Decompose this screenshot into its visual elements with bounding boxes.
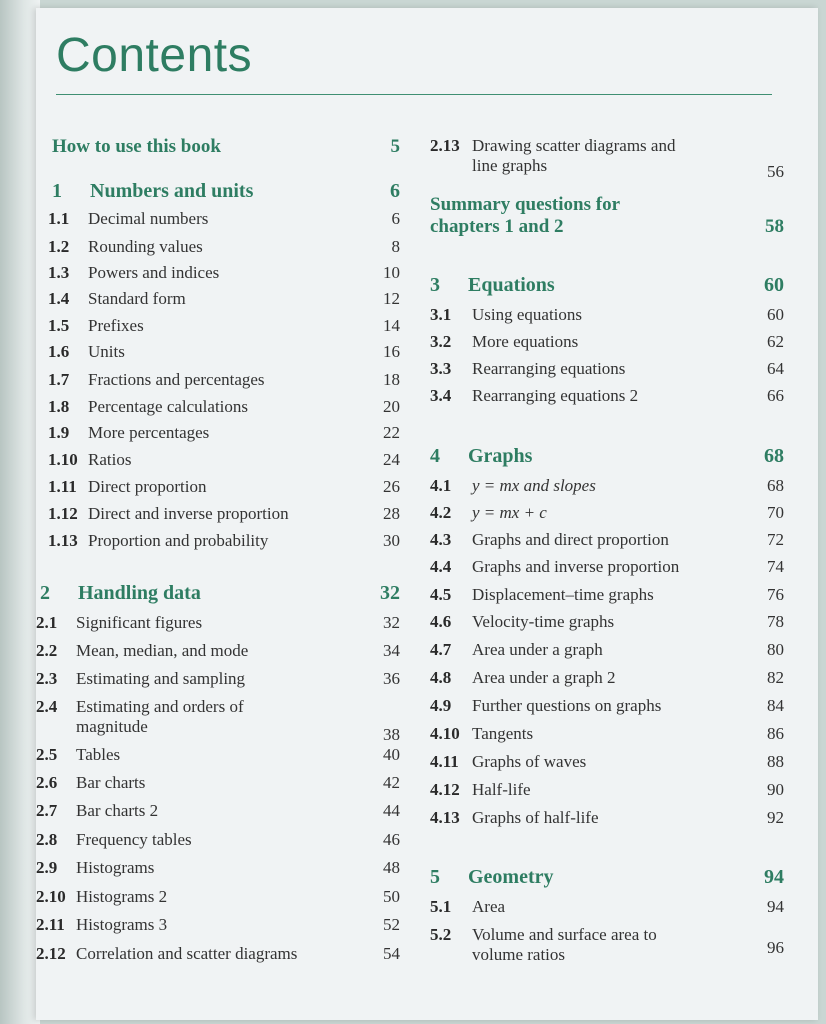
section-label: Volume and surface area to xyxy=(472,925,657,944)
section-4-8[interactable] xyxy=(430,668,784,696)
section-1-9[interactable] xyxy=(48,423,400,450)
contents-right-column xyxy=(424,136,784,971)
chapter-label: Handling data xyxy=(78,582,201,604)
section-page: 72 xyxy=(767,530,784,549)
section-label: Using equations xyxy=(472,305,583,324)
chapter-2-heading[interactable] xyxy=(36,582,400,605)
section-label: Estimating and sampling xyxy=(76,669,246,688)
section-4-12[interactable] xyxy=(430,780,784,808)
section-page: 40 xyxy=(383,745,400,764)
chapter-1-sections xyxy=(36,209,400,558)
section-3-1[interactable] xyxy=(430,305,784,332)
section-2-4[interactable] xyxy=(36,697,400,745)
section-label-line2: line graphs xyxy=(472,156,548,175)
section-label: Percentage calculations xyxy=(88,397,249,416)
section-label: Tables xyxy=(76,745,121,764)
how-to-entry[interactable] xyxy=(36,136,400,158)
section-2-13[interactable] xyxy=(424,136,784,182)
section-label: Graphs and direct proportion xyxy=(472,530,669,549)
section-page: 74 xyxy=(767,557,784,576)
section-number: 1.1 xyxy=(48,209,70,228)
summary-label-line2: chapters 1 and 2 xyxy=(430,216,564,237)
section-page: 62 xyxy=(767,332,784,351)
section-number: 4.7 xyxy=(430,640,452,659)
section-label: Further questions on graphs xyxy=(472,696,662,715)
section-4-2[interactable] xyxy=(430,503,784,530)
section-number: 3.4 xyxy=(430,386,452,405)
section-label: Powers and indices xyxy=(88,263,220,282)
chapter-label: Numbers and units xyxy=(90,180,254,202)
section-label: Significant figures xyxy=(76,613,203,632)
section-number: 2.12 xyxy=(36,944,66,963)
chapter-5-heading[interactable] xyxy=(424,866,784,889)
section-label: Correlation and scatter diagrams xyxy=(76,944,298,963)
section-label: y = mx + c xyxy=(472,503,547,522)
section-label: Half-life xyxy=(472,780,531,799)
section-page: 44 xyxy=(383,801,400,820)
section-number: 1.7 xyxy=(48,370,70,389)
section-page: 42 xyxy=(383,773,400,792)
section-2-9[interactable] xyxy=(36,858,400,887)
section-label: Direct proportion xyxy=(88,477,207,496)
section-label: Drawing scatter diagrams and xyxy=(472,136,676,155)
section-label: Rearranging equations xyxy=(472,359,626,378)
section-4-11[interactable] xyxy=(430,752,784,780)
section-label: Bar charts xyxy=(76,773,146,792)
section-2-1[interactable] xyxy=(36,613,400,641)
section-label: Fractions and percentages xyxy=(88,370,265,389)
section-page: 22 xyxy=(383,423,400,442)
section-number: 4.1 xyxy=(430,476,452,495)
section-label: Mean, median, and mode xyxy=(76,641,249,660)
section-page: 8 xyxy=(391,237,400,256)
section-page: 76 xyxy=(767,585,784,604)
section-number: 2.5 xyxy=(36,745,58,764)
section-page: 66 xyxy=(767,386,784,405)
contents-left-column xyxy=(36,136,400,972)
how-to-page: 5 xyxy=(390,136,400,157)
section-page: 68 xyxy=(767,476,784,495)
section-page: 26 xyxy=(383,477,400,496)
section-2-7[interactable] xyxy=(36,801,400,830)
section-label: Decimal numbers xyxy=(88,209,209,228)
section-page: 10 xyxy=(383,263,400,282)
section-1-4[interactable] xyxy=(48,289,400,316)
section-4-13[interactable] xyxy=(430,808,784,836)
section-1-11[interactable] xyxy=(48,477,400,504)
section-4-3[interactable] xyxy=(430,530,784,557)
section-label: Estimating and orders of xyxy=(76,697,244,716)
section-number: 5.2 xyxy=(430,925,452,944)
section-4-5[interactable] xyxy=(430,585,784,612)
section-4-6[interactable] xyxy=(430,612,784,640)
chapter-label: Equations xyxy=(468,274,555,296)
section-number: 2.4 xyxy=(36,697,58,716)
section-number: 4.5 xyxy=(430,585,452,604)
section-3-4[interactable] xyxy=(430,386,784,413)
section-number: 1.4 xyxy=(48,289,70,308)
section-1-3[interactable] xyxy=(48,263,400,289)
section-page: 38 xyxy=(383,725,400,744)
how-to-label: How to use this book xyxy=(52,136,221,157)
section-page: 56 xyxy=(767,162,784,181)
section-page: 50 xyxy=(383,887,400,906)
section-page: 70 xyxy=(767,503,784,522)
section-number: 4.2 xyxy=(430,503,452,522)
section-label: Rearranging equations 2 xyxy=(472,386,639,405)
section-4-4[interactable] xyxy=(430,557,784,585)
section-number: 2.10 xyxy=(36,887,66,906)
section-label: Graphs of half-life xyxy=(472,808,599,827)
section-label: Histograms 2 xyxy=(76,887,168,906)
section-number: 4.9 xyxy=(430,696,452,715)
section-page: 12 xyxy=(383,289,400,308)
chapter-number: 2 xyxy=(40,582,50,604)
section-1-8[interactable] xyxy=(48,397,400,423)
section-page: 92 xyxy=(767,808,784,827)
section-4-1[interactable] xyxy=(430,476,784,503)
page-title: Contents xyxy=(56,29,253,82)
section-1-1[interactable] xyxy=(48,209,400,237)
section-page: 20 xyxy=(383,397,400,416)
section-page: 94 xyxy=(767,897,784,916)
section-label: Ratios xyxy=(88,450,132,469)
section-page: 86 xyxy=(767,724,784,743)
section-2-5[interactable] xyxy=(36,745,400,773)
section-2-8[interactable] xyxy=(36,830,400,858)
section-label: More percentages xyxy=(88,423,210,442)
section-page: 24 xyxy=(383,450,400,469)
book-gutter xyxy=(0,0,40,1024)
section-number: 2.6 xyxy=(36,773,58,792)
chapter-page: 6 xyxy=(390,180,400,202)
section-number: 1.3 xyxy=(48,263,70,282)
section-number: 2.11 xyxy=(36,915,65,934)
section-3-2[interactable] xyxy=(430,332,784,359)
section-page: 46 xyxy=(383,830,400,849)
chapter-number: 1 xyxy=(52,180,62,202)
section-1-10[interactable] xyxy=(48,450,400,477)
section-number: 2.9 xyxy=(36,858,58,877)
section-number: 2.1 xyxy=(36,613,58,632)
chapter-5-sections xyxy=(424,897,784,971)
section-label: Graphs of waves xyxy=(472,752,587,771)
chapter-2-sections xyxy=(36,613,400,972)
chapter-1-heading[interactable] xyxy=(36,180,400,203)
section-number: 2.7 xyxy=(36,801,58,820)
section-4-7[interactable] xyxy=(430,640,784,668)
section-label: Units xyxy=(88,342,125,361)
chapter-page: 32 xyxy=(380,582,400,604)
chapter-label: Graphs xyxy=(468,445,533,467)
section-number: 1.13 xyxy=(48,531,78,550)
section-number: 1.5 xyxy=(48,316,70,335)
section-label: Histograms xyxy=(76,858,155,877)
chapter-4-heading[interactable] xyxy=(424,445,784,468)
section-2-12[interactable] xyxy=(36,944,400,972)
section-page: 82 xyxy=(767,668,784,687)
section-page: 18 xyxy=(383,370,400,389)
section-page: 60 xyxy=(767,305,784,324)
section-2-2[interactable] xyxy=(36,641,400,669)
section-number: 1.10 xyxy=(48,450,78,469)
section-5-1[interactable] xyxy=(430,897,784,925)
chapter-4-sections xyxy=(424,476,784,836)
section-label: Standard form xyxy=(88,289,186,308)
chapter-page: 68 xyxy=(764,445,784,467)
section-number: 4.10 xyxy=(430,724,460,743)
section-page: 80 xyxy=(767,640,784,659)
section-label: Proportion and probability xyxy=(88,531,269,550)
section-page: 90 xyxy=(767,780,784,799)
title-rule xyxy=(56,94,772,95)
section-page: 6 xyxy=(391,209,400,228)
section-page: 84 xyxy=(767,696,784,715)
section-1-6[interactable] xyxy=(48,342,400,370)
section-label: Velocity-time graphs xyxy=(472,612,615,631)
section-number: 4.6 xyxy=(430,612,452,631)
section-1-12[interactable] xyxy=(48,504,400,531)
section-page: 16 xyxy=(383,342,400,361)
section-label-line2: volume ratios xyxy=(472,945,566,964)
chapter-3-heading[interactable] xyxy=(424,274,784,297)
section-label: Area xyxy=(472,897,506,916)
section-page: 34 xyxy=(383,641,400,660)
section-number: 5.1 xyxy=(430,897,452,916)
section-label: Graphs and inverse proportion xyxy=(472,557,680,576)
section-number: 1.2 xyxy=(48,237,70,256)
summary-questions-entry[interactable] xyxy=(424,194,784,238)
section-number: 4.8 xyxy=(430,668,452,687)
section-page: 54 xyxy=(383,944,400,963)
section-1-2[interactable] xyxy=(48,237,400,263)
section-page: 28 xyxy=(383,504,400,523)
section-number: 4.3 xyxy=(430,530,452,549)
chapter-number: 4 xyxy=(430,445,440,467)
section-number: 4.13 xyxy=(430,808,460,827)
section-label: Area under a graph 2 xyxy=(472,668,616,687)
section-number: 3.1 xyxy=(430,305,452,324)
section-label: y = mx and slopes xyxy=(472,476,596,495)
chapter-number: 5 xyxy=(430,866,440,888)
section-2-10[interactable] xyxy=(36,887,400,915)
section-1-7[interactable] xyxy=(48,370,400,397)
section-number: 2.13 xyxy=(430,136,460,155)
section-2-3[interactable] xyxy=(36,669,400,697)
section-label: Direct and inverse proportion xyxy=(88,504,289,523)
section-page: 32 xyxy=(383,613,400,632)
section-number: 1.11 xyxy=(48,477,77,496)
chapter-number: 3 xyxy=(430,274,440,296)
section-label: Prefixes xyxy=(88,316,144,335)
section-label: Bar charts 2 xyxy=(76,801,159,820)
section-number: 3.2 xyxy=(430,332,452,351)
section-number: 4.4 xyxy=(430,557,452,576)
section-number: 4.11 xyxy=(430,752,459,771)
section-label: Frequency tables xyxy=(76,830,192,849)
section-label-line2: magnitude xyxy=(76,717,148,736)
section-page: 30 xyxy=(383,531,400,550)
section-page: 64 xyxy=(767,359,784,378)
section-page: 96 xyxy=(767,938,784,957)
section-page: 52 xyxy=(383,915,400,934)
section-number: 1.12 xyxy=(48,504,78,523)
section-number: 3.3 xyxy=(430,359,452,378)
section-5-2[interactable] xyxy=(430,925,784,971)
section-number: 1.6 xyxy=(48,342,70,361)
section-label: Rounding values xyxy=(88,237,203,256)
section-page: 14 xyxy=(383,316,400,335)
section-number: 1.8 xyxy=(48,397,70,416)
summary-label: Summary questions for xyxy=(430,194,621,215)
summary-page: 58 xyxy=(765,216,784,237)
section-label: Tangents xyxy=(472,724,534,743)
section-label: Histograms 3 xyxy=(76,915,168,934)
chapter-page: 94 xyxy=(764,866,784,888)
section-number: 1.9 xyxy=(48,423,70,442)
section-number: 2.2 xyxy=(36,641,58,660)
section-2-11[interactable] xyxy=(36,915,400,944)
chapter-label: Geometry xyxy=(468,866,554,888)
section-label: Area under a graph xyxy=(472,640,603,659)
section-4-10[interactable] xyxy=(430,724,784,752)
section-1-13[interactable] xyxy=(48,531,400,558)
section-number: 2.3 xyxy=(36,669,58,688)
section-label: More equations xyxy=(472,332,579,351)
section-page: 36 xyxy=(383,669,400,688)
section-1-5[interactable] xyxy=(48,316,400,342)
section-4-9[interactable] xyxy=(430,696,784,724)
section-page: 78 xyxy=(767,612,784,631)
section-label: Displacement–time graphs xyxy=(472,585,654,604)
section-3-3[interactable] xyxy=(430,359,784,386)
section-page: 48 xyxy=(383,858,400,877)
chapter-page: 60 xyxy=(764,274,784,296)
section-number: 4.12 xyxy=(430,780,460,799)
chapter-3-sections xyxy=(424,305,784,413)
section-page: 88 xyxy=(767,752,784,771)
section-number: 2.8 xyxy=(36,830,58,849)
section-2-6[interactable] xyxy=(36,773,400,801)
